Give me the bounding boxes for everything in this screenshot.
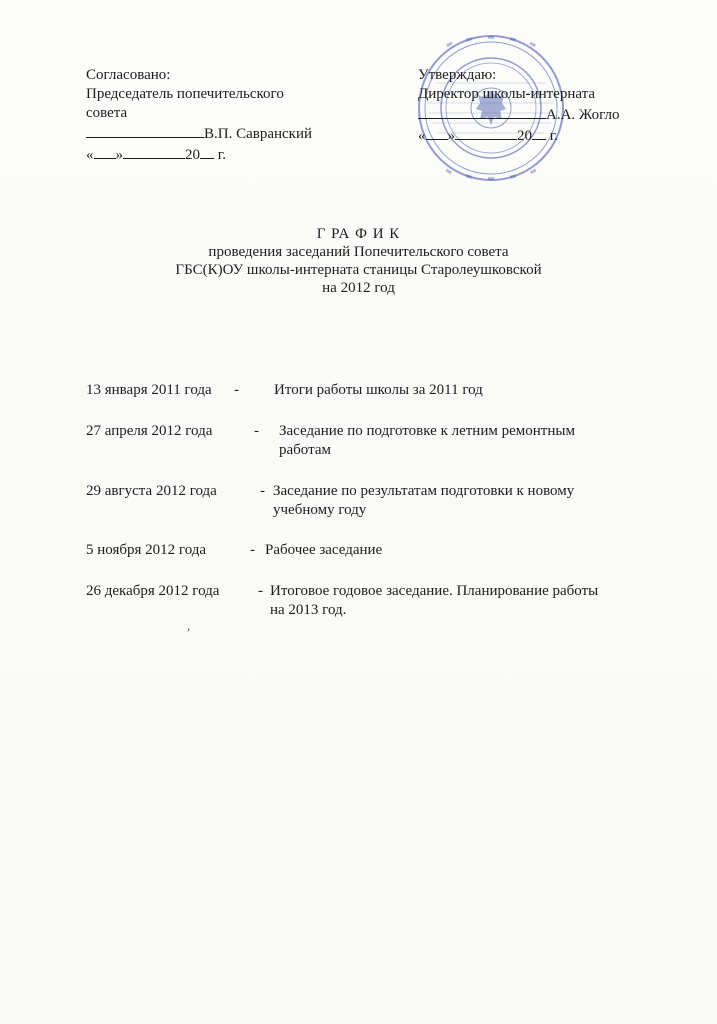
schedule-description-cont: учебному году — [273, 502, 367, 518]
approval-right-block — [418, 66, 648, 146]
schedule-description: Итоговое годовое заседание. Планирование работы — [270, 583, 599, 599]
date-day-underline — [426, 125, 448, 140]
schedule-date: 27 апреля 2012 года — [86, 423, 213, 439]
date-year-suffix: г. — [546, 128, 558, 144]
schedule-dash: - — [258, 583, 263, 599]
document-organization: ГБС(К)ОУ школы-интерната станицы Старолеушковской — [175, 262, 542, 278]
date-year-suffix: г. — [214, 147, 226, 163]
date-quote-close: » — [115, 147, 123, 163]
approval-right-signer: А.А. Жогло — [546, 107, 620, 123]
approval-left-block — [86, 66, 346, 165]
date-year-prefix: 20 — [517, 128, 532, 144]
schedule-dash: - — [250, 542, 255, 558]
date-year-underline — [532, 125, 546, 140]
signature-underline — [86, 123, 204, 138]
date-month-underline — [123, 144, 185, 159]
schedule-date: 5 ноября 2012 года — [86, 542, 207, 558]
approval-right-heading: Утверждаю: — [418, 67, 497, 83]
document-heading: Г РА Ф И К — [316, 226, 401, 242]
date-quote-open: « — [86, 147, 94, 163]
schedule-dash: - — [254, 423, 259, 439]
document-title-block — [0, 225, 717, 297]
date-year-underline — [200, 144, 214, 159]
date-quote-open: « — [418, 128, 426, 144]
approval-right-position: Директор школы-интерната — [418, 86, 596, 102]
schedule-description: Рабочее заседание — [265, 542, 383, 558]
document-subtitle: проведения заседаний Попечительского совета — [208, 244, 509, 260]
approval-right-signature-line — [418, 104, 648, 125]
date-day-underline — [94, 144, 116, 159]
approval-left-date-line — [86, 144, 346, 165]
date-year-prefix: 20 — [185, 147, 200, 163]
schedule-date: 26 декабря 2012 года — [86, 583, 220, 599]
schedule-description: Итоги работы школы за 2011 год — [274, 382, 483, 398]
approval-left-heading: Согласовано: — [86, 67, 171, 83]
schedule-dash: - — [234, 382, 239, 398]
approval-left-signer: В.П. Савранский — [204, 126, 313, 142]
schedule-date: 13 января 2011 года — [86, 382, 212, 398]
schedule-description: Заседание по подготовке к летним ремонтным — [279, 423, 575, 439]
approval-left-position-cont: совета — [86, 105, 128, 121]
approval-left-position: Председатель попечительского — [86, 86, 284, 102]
schedule-description-cont: работам — [279, 442, 331, 458]
date-quote-close: » — [447, 128, 455, 144]
schedule-description: Заседание по результатам подготовки к новому — [273, 483, 575, 499]
date-month-underline — [455, 125, 517, 140]
stray-mark: , — [187, 618, 191, 633]
document-year: на 2012 год — [322, 280, 395, 296]
approval-right-date-line — [418, 125, 648, 146]
approval-left-signature-line — [86, 123, 346, 144]
schedule-date: 29 августа 2012 года — [86, 483, 217, 499]
schedule-dash: - — [260, 483, 265, 499]
signature-underline — [418, 104, 546, 119]
schedule-description-cont: на 2013 год. — [270, 602, 347, 618]
